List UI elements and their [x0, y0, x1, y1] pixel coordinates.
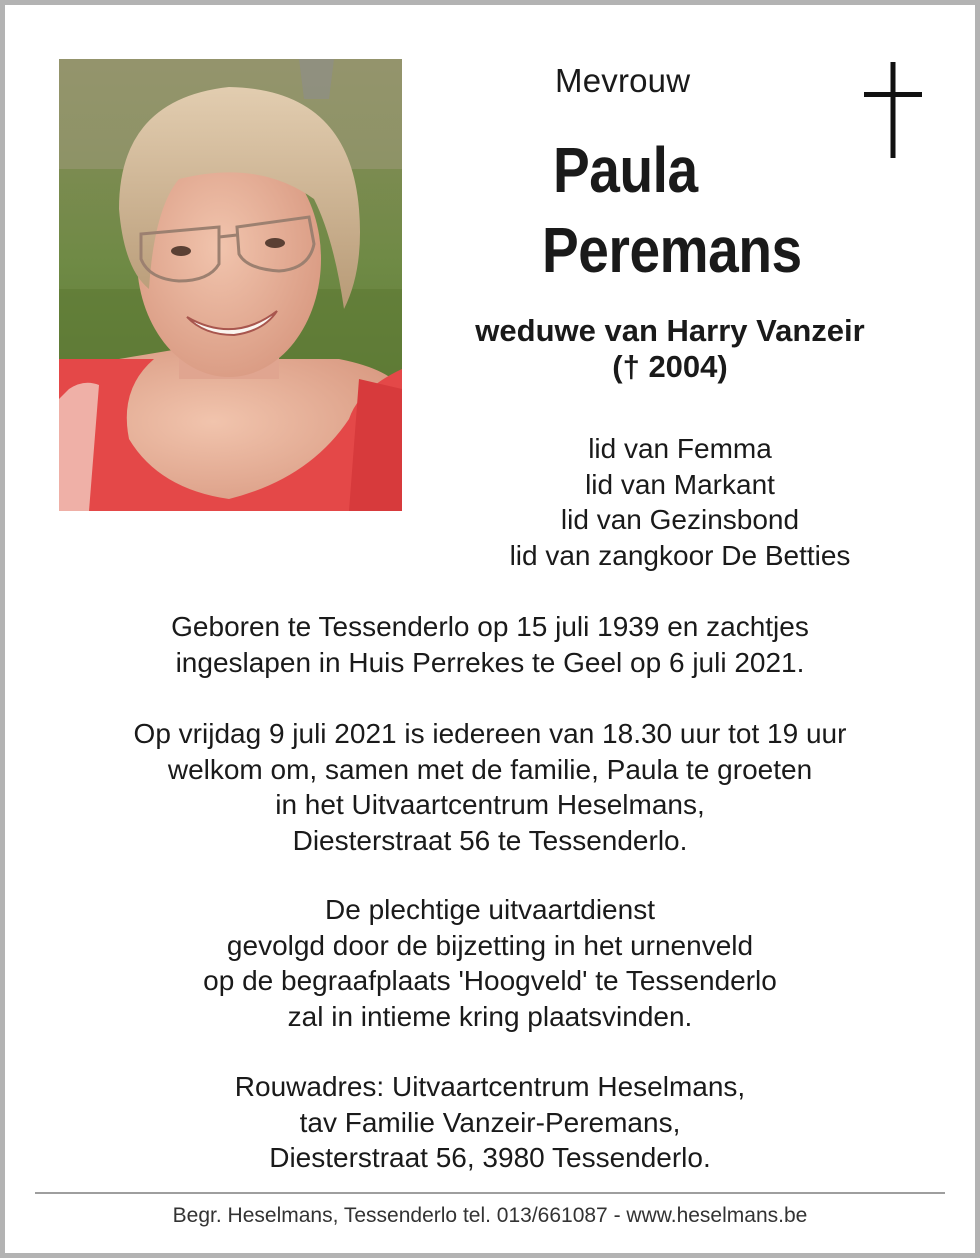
paragraph-line: Diesterstraat 56 te Tessenderlo.	[292, 824, 688, 856]
footer-divider	[35, 1192, 945, 1194]
paragraph-line: De plechtige uitvaartdienst	[325, 894, 655, 925]
mourning-address-paragraph	[40, 1069, 940, 1176]
visitation-paragraph	[40, 716, 940, 858]
widow-spouse-line: weduwe van Harry Vanzeir	[475, 313, 865, 348]
honorific-title: Mevrouw	[555, 62, 691, 99]
widow-of	[420, 313, 920, 385]
birth-death-paragraph	[40, 609, 940, 680]
funeral-home-footer: Begr. Heselmans, Tessenderlo tel. 013/661087 - www.heselmans.be	[172, 1204, 808, 1227]
paragraph-line: Geboren te Tessenderlo op 15 juli 1939 en zachtjes	[171, 611, 809, 642]
widow-spouse-death-year: († 2004)	[612, 349, 728, 384]
membership-item: lid van Femma	[588, 433, 772, 464]
last-name: Peremans	[542, 214, 802, 286]
first-name: Paula	[553, 134, 698, 206]
paragraph-line: in het Uitvaartcentrum Heselmans,	[275, 789, 705, 820]
membership-item: lid van Gezinsbond	[560, 504, 800, 535]
portrait-photo	[59, 59, 402, 511]
paragraph-line: Diesterstraat 56, 3980 Tessenderlo.	[269, 1142, 711, 1173]
ceremony-paragraph	[40, 892, 940, 1034]
paragraph-line: op de begraafplaats 'Hoogveld' te Tessenderlo	[203, 965, 777, 996]
membership-list	[460, 431, 900, 573]
membership-item: lid van Markant	[585, 468, 775, 500]
paragraph-line: Op vrijdag 9 juli 2021 is iedereen van 18.30 uur tot 19 uur	[133, 718, 847, 749]
paragraph-line: Rouwadres: Uitvaartcentrum Heselmans,	[234, 1071, 746, 1102]
membership-item: lid van zangkoor De Betties	[509, 539, 851, 571]
latin-cross-icon	[864, 62, 922, 158]
paragraph-line: gevolgd door de bijzetting in het urnenveld	[226, 929, 754, 961]
paragraph-line: zal in intieme kring plaatsvinden.	[287, 1000, 693, 1032]
paragraph-line: welkom om, samen met de familie, Paula te groeten	[167, 753, 813, 785]
paragraph-line: tav Familie Vanzeir-Peremans,	[299, 1106, 681, 1138]
paragraph-line: ingeslapen in Huis Perrekes te Geel op 6 juli 2021.	[175, 646, 805, 678]
